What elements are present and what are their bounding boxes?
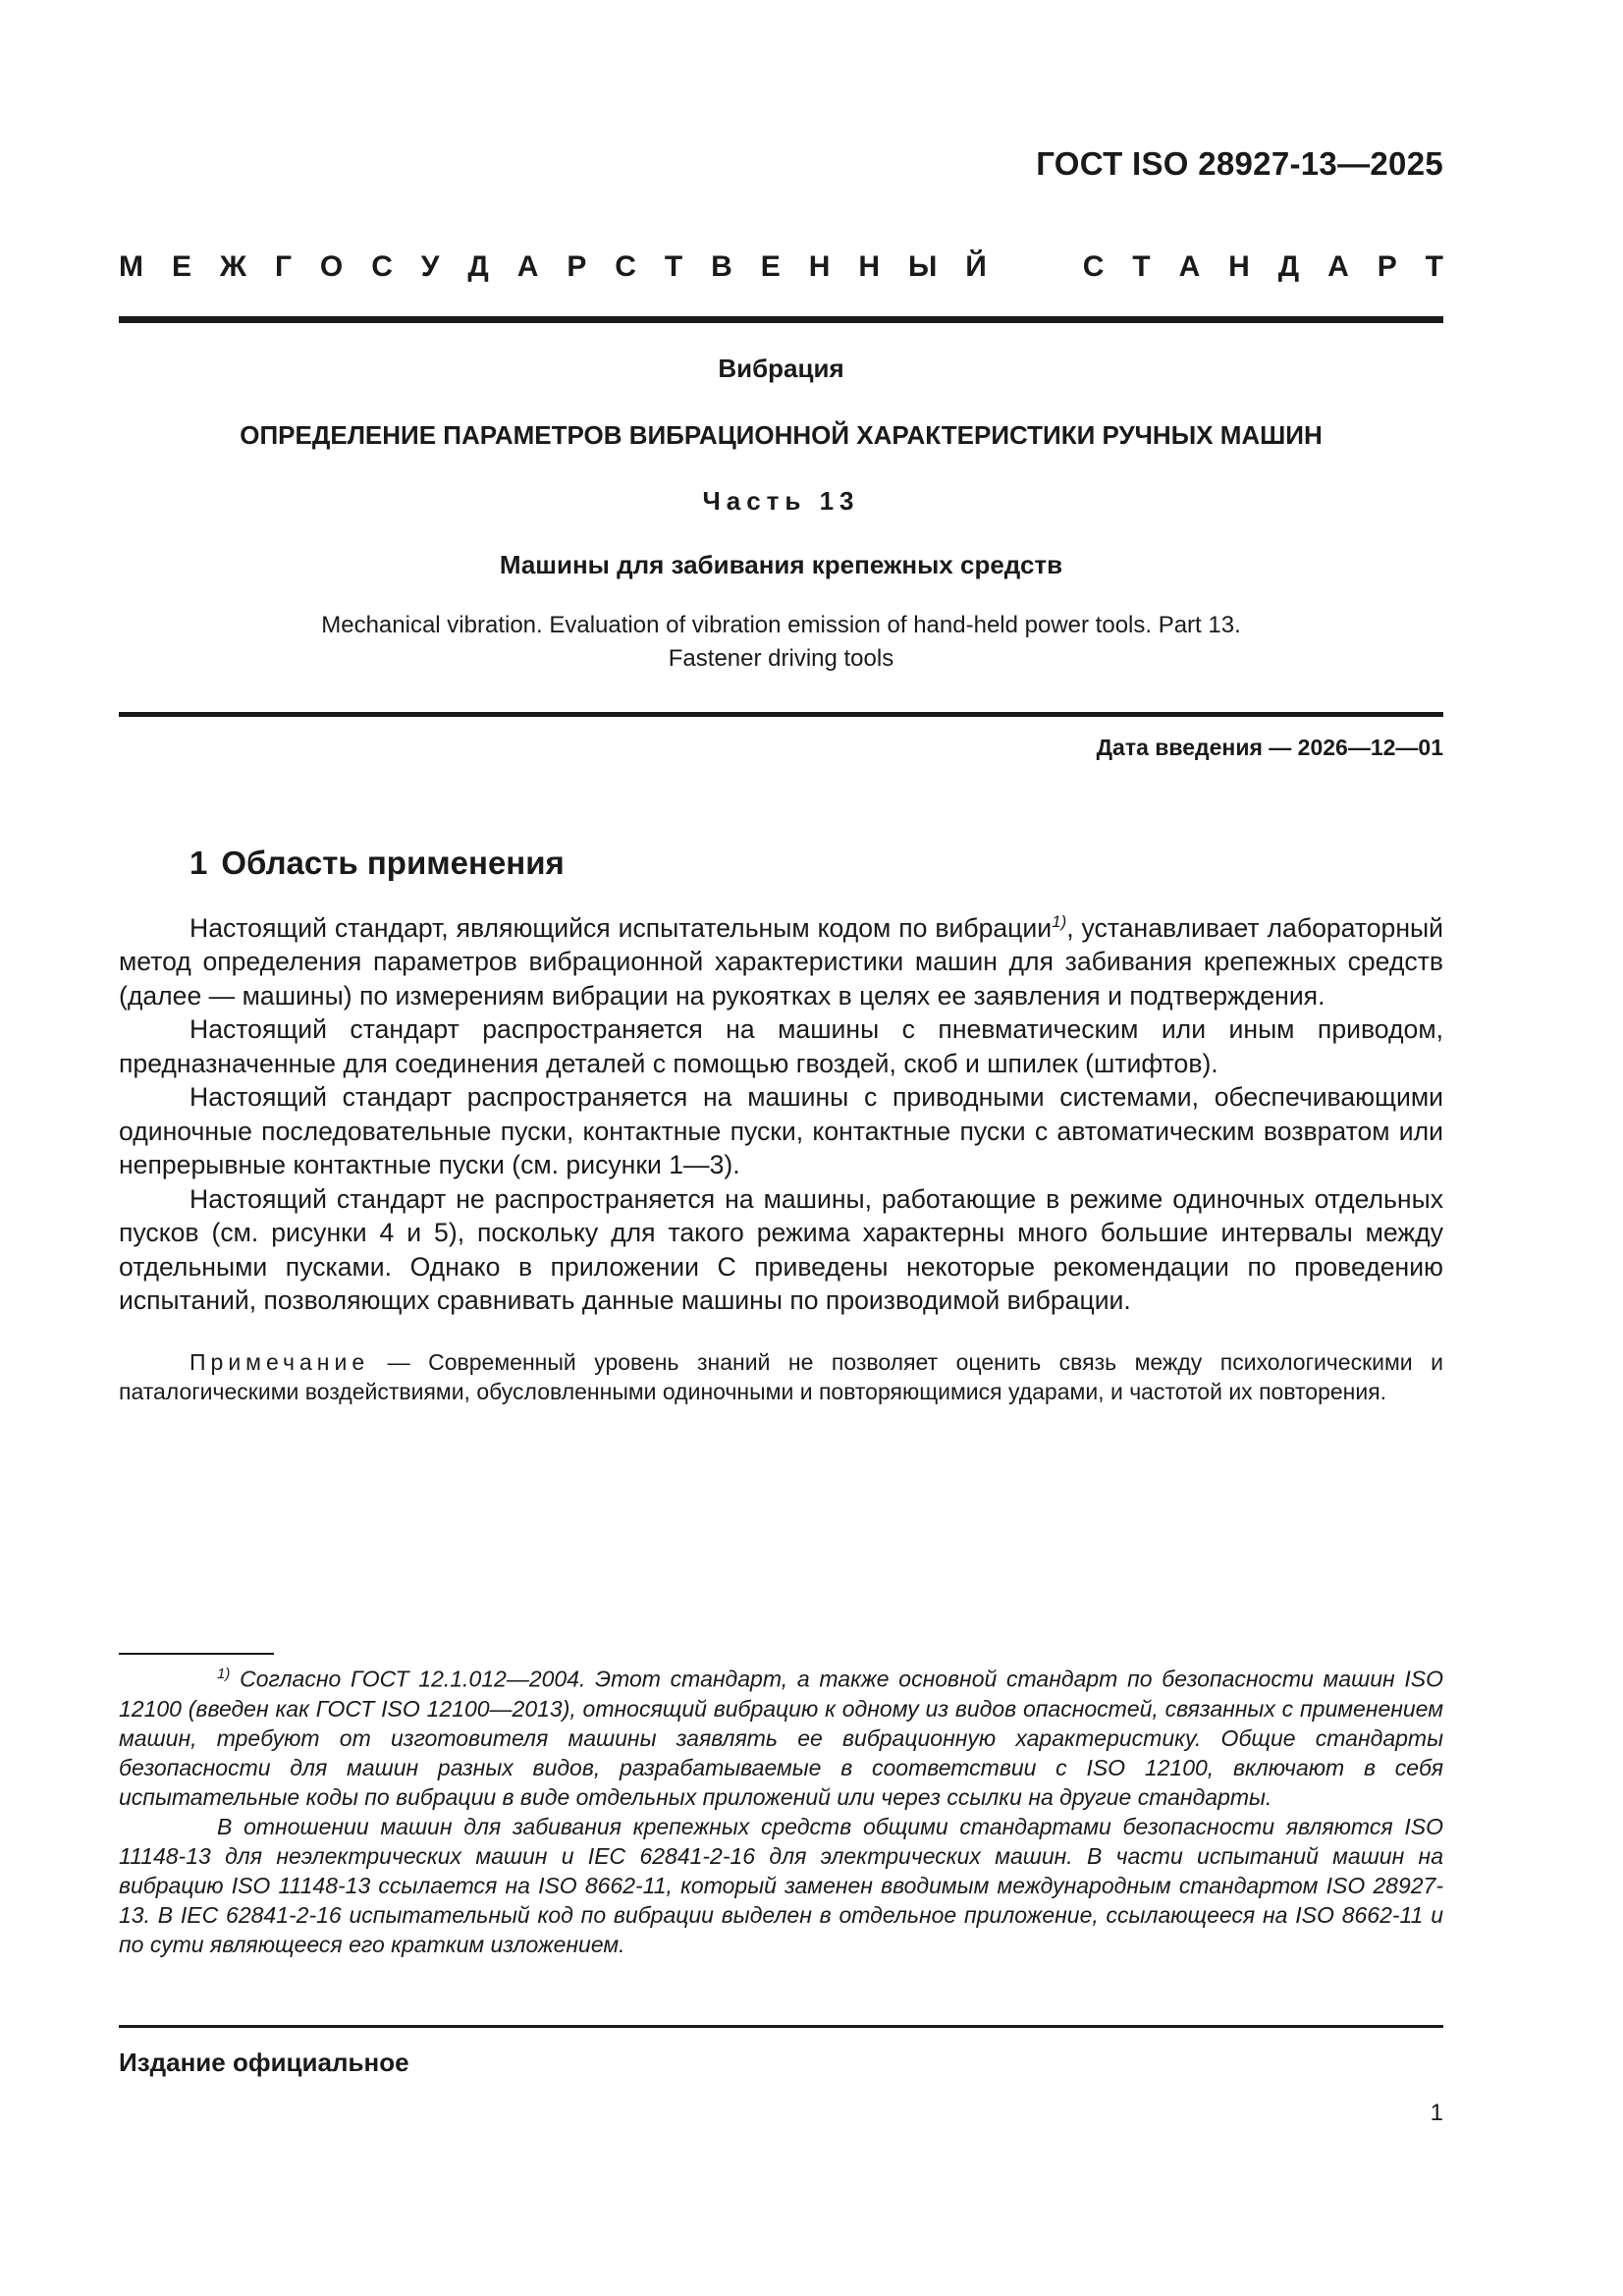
banner-letter: Н bbox=[808, 250, 831, 283]
banner-letter: Н bbox=[858, 250, 880, 283]
banner-letter: Д bbox=[1277, 250, 1300, 283]
section-heading bbox=[189, 845, 565, 882]
paragraph: Настоящий стандарт, являющийся испытательным кодом по вибрации$^{1)}$, устанавливает лабораторный метод определения параметров вибрационной характеристики машин для забивания крепежных средств (далее — машины) по измерениям вибрации на рукоятках в целях ее заявления и подтверждения. bbox=[119, 912, 1443, 1011]
english-title-line2: Fastener driving tools bbox=[668, 645, 894, 672]
standard-code: ГОСТ ISO 28927-13—2025 bbox=[1036, 145, 1443, 182]
footnote-ref[interactable]: 1) bbox=[1052, 912, 1067, 931]
footnote-divider bbox=[119, 1653, 274, 1655]
section-body bbox=[119, 905, 1443, 1318]
section-number: 1 bbox=[189, 845, 208, 881]
section-title: Область применения bbox=[221, 845, 565, 881]
banner-letter: С bbox=[371, 250, 393, 283]
footnote-marker: 1) bbox=[217, 1666, 231, 1682]
banner-letter: Г bbox=[274, 250, 292, 283]
banner-letter: А bbox=[1327, 250, 1349, 283]
banner-letter: У bbox=[420, 250, 440, 283]
title-line2: ОПРЕДЕЛЕНИЕ ПАРАМЕТРОВ ВИБРАЦИОННОЙ ХАРАКТЕРИСТИКИ РУЧНЫХ МАШИН bbox=[240, 420, 1323, 450]
banner-letter: А bbox=[1178, 250, 1201, 283]
top-divider bbox=[119, 316, 1443, 323]
banner-letter: А bbox=[516, 250, 539, 283]
standard-banner bbox=[119, 250, 1443, 284]
banner-letter: М bbox=[119, 250, 143, 283]
banner-letter: Т bbox=[1132, 250, 1151, 283]
banner-letter: О bbox=[319, 250, 344, 283]
banner-letter: Ж bbox=[219, 250, 247, 283]
page-number: 1 bbox=[1430, 2100, 1443, 2126]
edition-label: Издание официальное bbox=[119, 2048, 409, 2077]
note bbox=[119, 1347, 1443, 1406]
footnote: $^{1)}$ Согласно ГОСТ 12.1.012—2004. Этот стандарт, а также основной стандарт по безопасности машин ISO 12100 (введен как ГОСТ ISO 12100—2013), относящий вибрацию к одному из видов опасностей, связанных с применением машин, требуют от изготовителя машины заявлять ее вибрационную характеристику. Общие стандарты безопасности для машин разных видов, разрабатываемые в соответствии с ISO 12100, включают в себя испытательные коды по вибрации в виде отдельных приложений или через ссылки на другие стандарты. В отношении машин для забивания крепежных средств общими стандартами безопасности являются ISO 11148-13 для неэлектрических машин и IEC 62841-2-16 для электрических машин. В части испытаний машин на вибрацию ISO 11148-13 ссылается на ISO 8662-11, который заменен вводимым международным стандартом ISO 28927-13. В IEC 62841-2-16 испытательный код по вибрации выделен в отдельное приложение, ссылающееся на ISO 8662-11 и по сути являющееся его кратким изложением. bbox=[119, 1666, 1443, 1957]
banner-letter: Д bbox=[467, 250, 489, 283]
banner-letter: Т bbox=[664, 250, 683, 283]
english-title-line1: Mechanical vibration. Evaluation of vibration emission of hand-held power tools. Part 13. bbox=[321, 612, 1241, 638]
note-label: Примечание bbox=[189, 1349, 370, 1375]
title-subtitle: Машины для забивания крепежных средств bbox=[499, 550, 1063, 579]
banner-letter: Р bbox=[567, 250, 587, 283]
title-line1: Вибрация bbox=[718, 354, 844, 383]
banner-letter: Й bbox=[965, 250, 987, 283]
paragraph: Настоящий стандарт распространяется на машины с приводными системами, обеспечивающими одиночные последовательные пуски, контактные пуски, контактные пуски с автоматическим возвратом или непрерывные контактные пуски (см. рисунки 1—3). bbox=[119, 1082, 1443, 1180]
banner-letter: Ы bbox=[907, 250, 938, 283]
paragraph: Настоящий стандарт не распространяется на машины, работающие в режиме одиночных отдельных пусков (см. рисунки 4 и 5), поскольку для такого режима характерны много большие интервалы между отдельными пусками. Однако в приложении С приведены некоторые рекомендации по проведению испытаний, позволяющих сравнивать данные машины по производимой вибрации. bbox=[119, 1183, 1443, 1316]
banner-letter: Е bbox=[171, 250, 191, 283]
banner-letter: Е bbox=[760, 250, 781, 283]
paragraph: Настоящий стандарт распространяется на машины с пневматическим или иным приводом, предназначенные для соединения деталей с помощью гвоздей, скоб и шпилек (штифтов). bbox=[119, 1014, 1443, 1078]
banner-letter: Р bbox=[1377, 250, 1397, 283]
banner-letter: Т bbox=[1425, 250, 1443, 283]
note-text: — Современный уровень знаний не позволяет оценить связь между психологическими и паталогическими воздействиями, обусловленными одиночными и повторяющимися ударами, и частотой их повторения. bbox=[119, 1349, 1443, 1404]
title-part: Часть 13 bbox=[702, 486, 860, 516]
banner-letter: В bbox=[711, 250, 732, 283]
banner-gap bbox=[1015, 250, 1055, 284]
banner-letter: С bbox=[1082, 250, 1105, 283]
footer-divider bbox=[119, 2025, 1443, 2028]
introduction-date: Дата введения — 2026—12—01 bbox=[1096, 735, 1443, 760]
banner-letter: Н bbox=[1228, 250, 1250, 283]
banner-letter: С bbox=[615, 250, 636, 283]
title-divider bbox=[119, 712, 1443, 717]
